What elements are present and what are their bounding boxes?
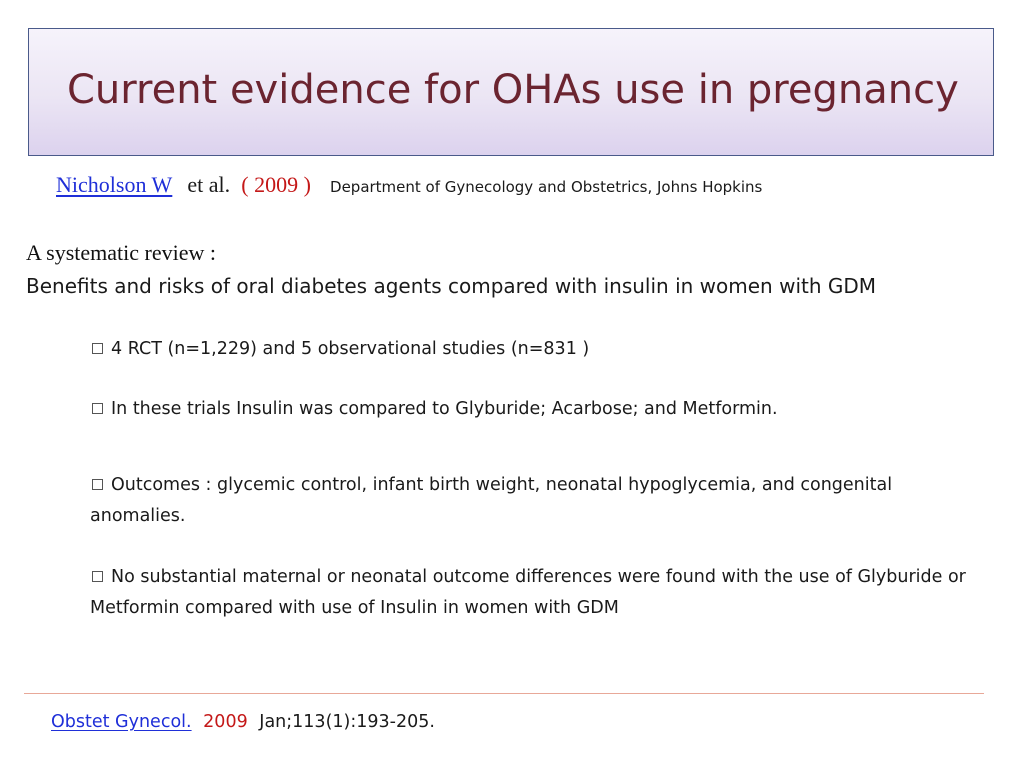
bullet-item [90, 334, 980, 365]
square-bullet-icon [92, 571, 103, 582]
reference-issue: Jan;113(1):193-205. [259, 712, 435, 732]
bullet-text: Outcomes : glycemic control, infant birth weight, neonatal hypoglycemia, and congenital anomalies. [90, 475, 893, 526]
citation-line [56, 172, 762, 198]
department-text: Department of Gynecology and Obstetrics, Johns Hopkins [330, 178, 763, 196]
reference-year: 2009 [203, 712, 248, 732]
bullet-item [90, 394, 980, 425]
et-al-text: et al. [187, 172, 231, 197]
square-bullet-icon [92, 343, 103, 354]
citation-year: ( 2009 ) [241, 172, 311, 197]
bullet-item [90, 470, 980, 532]
review-subtitle: Benefits and risks of oral diabetes agents compared with insulin in women with GDM [26, 274, 877, 298]
title-banner [28, 28, 994, 156]
bullet-text: In these trials Insulin was compared to Glyburide; Acarbose; and Metformin. [111, 399, 778, 419]
author-link[interactable]: Nicholson W [56, 172, 173, 197]
bullet-text: 4 RCT (n=1,229) and 5 observational studies (n=831 ) [111, 339, 590, 359]
journal-link[interactable]: Obstet Gynecol. [51, 712, 192, 732]
square-bullet-icon [92, 403, 103, 414]
slide-title: Current evidence for OHAs use in pregnancy [67, 67, 959, 113]
square-bullet-icon [92, 479, 103, 490]
review-heading: A systematic review : [26, 240, 217, 265]
bullet-item [90, 562, 980, 624]
bullet-text: No substantial maternal or neonatal outcome differences were found with the use of Glyburide or Metformin compared with use of Insulin in women with GDM [90, 567, 966, 618]
reference-line [51, 712, 435, 732]
footer-divider [24, 693, 984, 694]
